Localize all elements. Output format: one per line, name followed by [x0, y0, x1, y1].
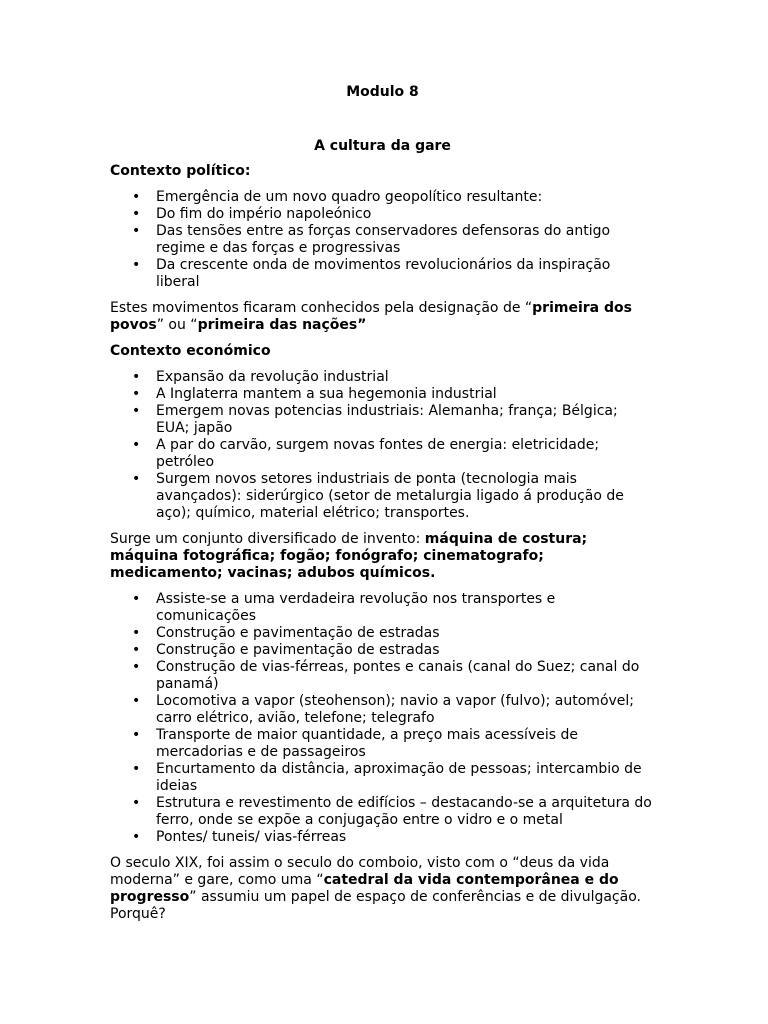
list-item: • Da crescente onda de movimentos revolucionários da inspiração liberal: [132, 257, 611, 290]
movements-paragraph: Estes movimentos ficaram conhecidos pela designação de “primeira dos povos” ou “primeira das nações”: [110, 300, 632, 333]
bullet-icon: •: [132, 403, 141, 419]
list-item: • A Inglaterra mantem a sua hegemonia industrial: [132, 386, 497, 402]
bullet-icon: •: [132, 727, 141, 743]
political-context-list: [110, 189, 655, 291]
list-item: • Construção de vias-férreas, pontes e canais (canal do Suez; canal do panamá): [132, 659, 640, 692]
list-item: • Surgem novos setores industriais de ponta (tecnologia mais avançados): siderúrgico (setor de metalurgia ligado á produção de aço); químico, material elétrico; transportes.: [132, 471, 624, 521]
bullet-icon: •: [132, 471, 141, 487]
economic-context-heading: Contexto económico: [110, 343, 271, 359]
bullet-icon: •: [132, 761, 141, 777]
document-title: Modulo 8: [346, 84, 419, 100]
bullet-icon: •: [132, 257, 141, 273]
list-item: • Construção e pavimentação de estradas: [132, 625, 440, 641]
closing-paragraph: O seculo XIX, foi assim o seculo do comboio, visto com o “deus da vida moderna” e gare, como uma “catedral da vida contemporânea e do progresso” assumiu um papel de espaço de conferências e de divulgação. Porquê?: [110, 855, 641, 922]
economic-context-list: [110, 369, 655, 522]
bullet-icon: •: [132, 386, 141, 402]
bullet-icon: •: [132, 795, 141, 811]
bullet-icon: •: [132, 223, 141, 239]
list-item: • Emergem novas potencias industriais: Alemanha; frança; Bélgica; EUA; japão: [132, 403, 618, 436]
list-item: • Do fim do império napoleónico: [132, 206, 372, 222]
list-item: • Encurtamento da distância, aproximação de pessoas; intercambio de ideias: [132, 761, 642, 794]
list-item: • Estrutura e revestimento de edifícios – destacando-se a arquitetura do ferro, onde se expõe a conjugação entre o vidro e o metal: [132, 795, 652, 828]
bullet-icon: •: [132, 693, 141, 709]
inventions-list-text: máquina de costura; máquina fotográfica; fogão; fonógrafo; cinematografo; medicamento; vacinas; adubos químicos.: [110, 531, 588, 581]
bullet-icon: •: [132, 437, 141, 453]
document-page: [110, 84, 655, 923]
highlight-term: catedral da vida contemporânea e do progresso: [110, 872, 619, 905]
highlight-term: primeira das nações”: [197, 317, 367, 333]
bullet-icon: •: [132, 625, 141, 641]
list-item: • Pontes/ tuneis/ vias-férreas: [132, 829, 347, 845]
bullet-icon: •: [132, 189, 141, 205]
transport-list: [110, 591, 655, 846]
highlight-term: primeira dos povos: [110, 300, 632, 333]
bullet-icon: •: [132, 369, 141, 385]
document-subtitle: A cultura da gare: [314, 138, 451, 154]
list-item: • Das tensões entre as forças conservadores defensoras do antigo regime e das forças e progressivas: [132, 223, 611, 256]
list-item: • Emergência de um novo quadro geopolítico resultante:: [132, 189, 543, 205]
list-item: • Assiste-se a uma verdadeira revolução nos transportes e comunicações: [132, 591, 556, 624]
list-item: • Construção e pavimentação de estradas: [132, 642, 440, 658]
political-context-heading: Contexto político:: [110, 163, 251, 179]
bullet-icon: •: [132, 591, 141, 607]
list-item: • Locomotiva a vapor (steohenson); navio a vapor (fulvo); automóvel; carro elétrico, avião, telefone; telegrafo: [132, 693, 635, 726]
bullet-icon: •: [132, 206, 141, 222]
list-item: • Transporte de maior quantidade, a preço mais acessíveis de mercadorias e de passageiros: [132, 727, 578, 760]
bullet-icon: •: [132, 659, 141, 675]
bullet-icon: •: [132, 829, 141, 845]
bullet-icon: •: [132, 642, 141, 658]
inventions-paragraph: Surge um conjunto diversificado de invento: máquina de costura; máquina fotográfica; fogão; fonógrafo; cinematografo; medicamento; vacinas; adubos químicos.: [110, 531, 588, 581]
list-item: • Expansão da revolução industrial: [132, 369, 389, 385]
list-item: • A par do carvão, surgem novas fontes de energia: eletricidade; petróleo: [132, 437, 600, 470]
